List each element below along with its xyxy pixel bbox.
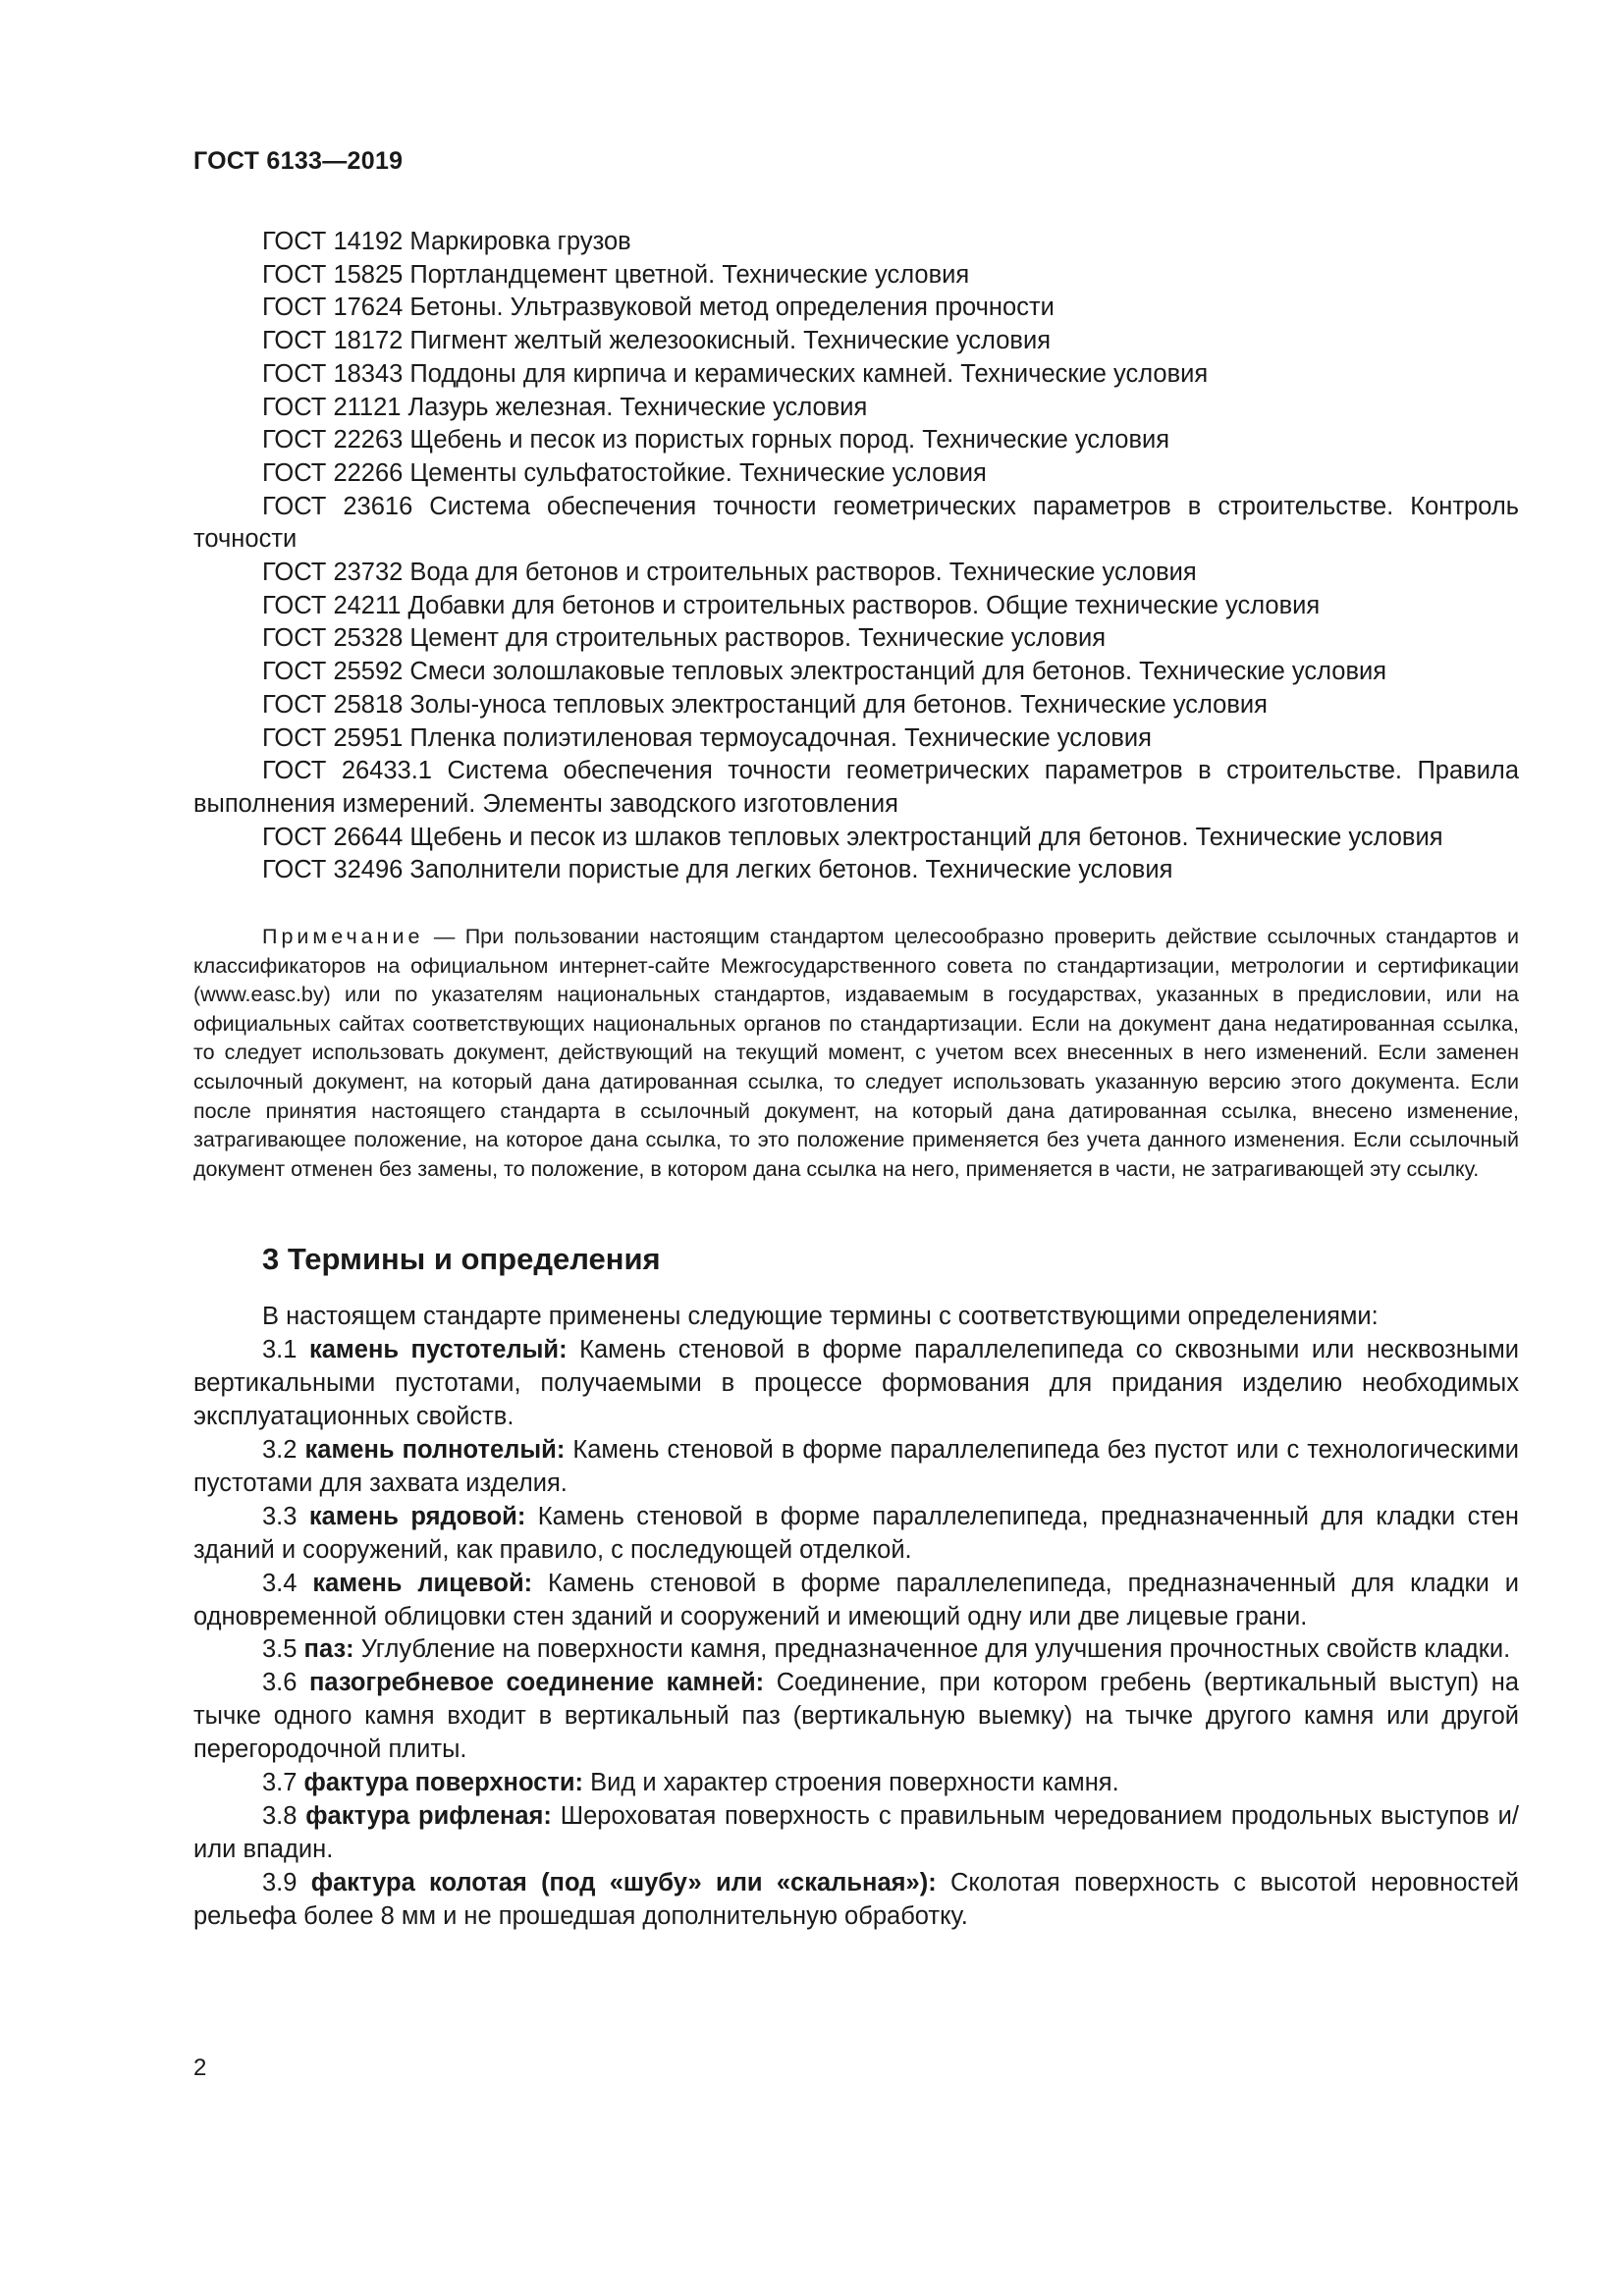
normative-references-list: [193, 226, 1519, 887]
term-definition: [193, 1767, 1519, 1800]
term-name: камень лицевой:: [312, 1569, 533, 1597]
term-definition: [193, 1334, 1519, 1434]
reference-item: ГОСТ 25592 Смеси золошлаковые тепловых электростанций для бетонов. Технические условия: [262, 658, 1387, 686]
term-name: фактура рифленая:: [305, 1802, 552, 1830]
reference-item: ГОСТ 25328 Цемент для строительных растворов. Технические условия: [262, 624, 1107, 653]
note-block: [193, 923, 1519, 1184]
term-name: фактура колотая (под «шубу» или «скальная»):: [310, 1868, 937, 1896]
term-definition: [193, 1633, 1519, 1667]
term-name: камень пустотелый:: [308, 1336, 568, 1364]
term-number: 3.4: [262, 1569, 298, 1597]
term-definition: [193, 1501, 1519, 1568]
term-definition: [193, 1867, 1519, 1934]
term-text: Камень стеновой в форме параллелепипеда, предназначенный для кладки стен зданий и сооружений, как правило, с последующей отделкой.: [193, 1502, 1519, 1564]
term-text: Шероховатая поверхность с правильным чередованием продольных выступов и/или впадин.: [193, 1802, 1520, 1863]
reference-item: ГОСТ 23732 Вода для бетонов и строительных растворов. Технические условия: [262, 559, 1197, 587]
term-number: 3.3: [262, 1502, 298, 1530]
term-number: 3.6: [262, 1669, 298, 1697]
reference-item: ГОСТ 23616 Система обеспечения точности геометрических параметров в строительстве. Контроль точности: [193, 492, 1519, 554]
note-text: — При пользовании настоящим стандартом целесообразно проверить действие ссылочных стандартов и классификаторов на официальном интернет-сайте Межгосударственного совета по стандартизации, метрологии и сертификации (www.easc.by) или по указателям национальных стандартов, издаваемым в государствах, указанных в предисловии, или на официальных сайтах соответствующих национальных органов по стандартизации. Если на документ дана недатированная ссылка, то следует использовать документ, действующий на текущий момент, с учетом всех внесенных в него изменений. Если заменен ссылочный документ, на который дана датированная ссылка, то следует использовать указанную версию этого документа. Если после принятия настоящего стандарта в ссылочный документ, на который дана датированная ссылка, внесено изменение, затрагивающее положение, на которое дана ссылка, то это положение применяется без учета данного изменения. Если ссылочный документ отменен без замены, то положение, в котором дана ссылка на него, применяется в части, не затрагивающей эту ссылку.: [193, 925, 1519, 1181]
term-text: Углубление на поверхности камня, предназначенное для улучшения прочностных свойств кладки.: [360, 1635, 1511, 1664]
note-label: Примечание: [262, 925, 424, 949]
term-definition: [193, 1434, 1519, 1501]
term-name: камень рядовой:: [308, 1502, 526, 1530]
term-text: Камень стеновой в форме параллелепипеда, предназначенный для кладки и одновременной облицовки стен зданий и сооружений и имеющий одну или две лицевые грани.: [193, 1569, 1519, 1630]
reference-item: ГОСТ 15825 Портландцемент цветной. Технические условия: [262, 260, 970, 289]
reference-item: ГОСТ 25818 Золы-уноса тепловых электростанций для бетонов. Технические условия: [262, 690, 1268, 719]
term-name: фактура поверхности:: [303, 1769, 584, 1797]
reference-item: ГОСТ 32496 Заполнители пористые для легких бетонов. Технические условия: [262, 856, 1173, 884]
reference-item: ГОСТ 22263 Щебень и песок из пористых горных пород. Технические условия: [262, 426, 1170, 454]
reference-item: ГОСТ 25951 Пленка полиэтиленовая термоусадочная. Технические условия: [262, 723, 1152, 752]
term-text: Вид и характер строения поверхности камня.: [590, 1769, 1119, 1797]
document-header: ГОСТ 6133—2019: [193, 147, 404, 175]
section-title: 3 Термины и определения: [262, 1242, 661, 1277]
reference-item: ГОСТ 26433.1 Система обеспечения точности геометрических параметров в строительстве. Правила выполнения измерений. Элементы заводского изготовления: [193, 757, 1519, 818]
term-text: Камень стеновой в форме параллелепипеда без пустот или с технологическими пустотами для захвата изделия.: [193, 1436, 1519, 1497]
section-intro: В настоящем стандарте применены следующие термины с соответствующими определениями:: [262, 1303, 1379, 1331]
term-name: пазогребневое соединение камней:: [308, 1669, 765, 1697]
term-text: Сколотая поверхность с высотой неровностей рельефа более 8 мм и не прошедшая дополнительную обработку.: [193, 1868, 1520, 1930]
term-number: 3.8: [262, 1802, 298, 1830]
reference-item: ГОСТ 24211 Добавки для бетонов и строительных растворов. Общие технические условия: [262, 591, 1321, 619]
reference-item: ГОСТ 17624 Бетоны. Ультразвуковой метод определения прочности: [262, 294, 1055, 322]
term-number: 3.1: [262, 1336, 298, 1364]
term-definition: [193, 1800, 1519, 1867]
term-number: 3.9: [262, 1868, 298, 1896]
reference-item: ГОСТ 18343 Поддоны для кирпича и керамических камней. Технические условия: [262, 359, 1209, 388]
term-text: Камень стеновой в форме параллелепипеда со сквозными или несквозными вертикальными пустотами, получаемыми в процессе формования для придания изделию необходимых эксплуатационных свойств.: [193, 1336, 1519, 1431]
page-content: [193, 226, 1519, 1934]
reference-item: ГОСТ 22266 Цементы сульфатостойкие. Технические условия: [262, 458, 987, 487]
term-number: 3.5: [262, 1635, 298, 1664]
term-name: паз:: [303, 1635, 354, 1664]
term-number: 3.7: [262, 1769, 298, 1797]
term-text: Соединение, при котором гребень (вертикальный выступ) на тычке одного камня входит в вертикальный паз (вертикальную выемку) на тычке другого камня или другой перегородочной плиты.: [193, 1669, 1520, 1764]
reference-item: ГОСТ 18172 Пигмент желтый железоокисный. Технические условия: [262, 327, 1052, 355]
reference-item: ГОСТ 21121 Лазурь железная. Технические условия: [262, 393, 868, 421]
term-definition: [193, 1568, 1519, 1634]
section-body: [193, 1301, 1519, 1933]
page-number: 2: [193, 2055, 207, 2081]
term-number: 3.2: [262, 1436, 298, 1465]
reference-item: ГОСТ 14192 Маркировка грузов: [262, 228, 631, 255]
term-definition: [193, 1667, 1519, 1767]
term-name: камень полнотелый:: [304, 1436, 566, 1465]
reference-item: ГОСТ 26644 Щебень и песок из шлаков тепловых электростанций для бетонов. Технические условия: [262, 823, 1443, 851]
